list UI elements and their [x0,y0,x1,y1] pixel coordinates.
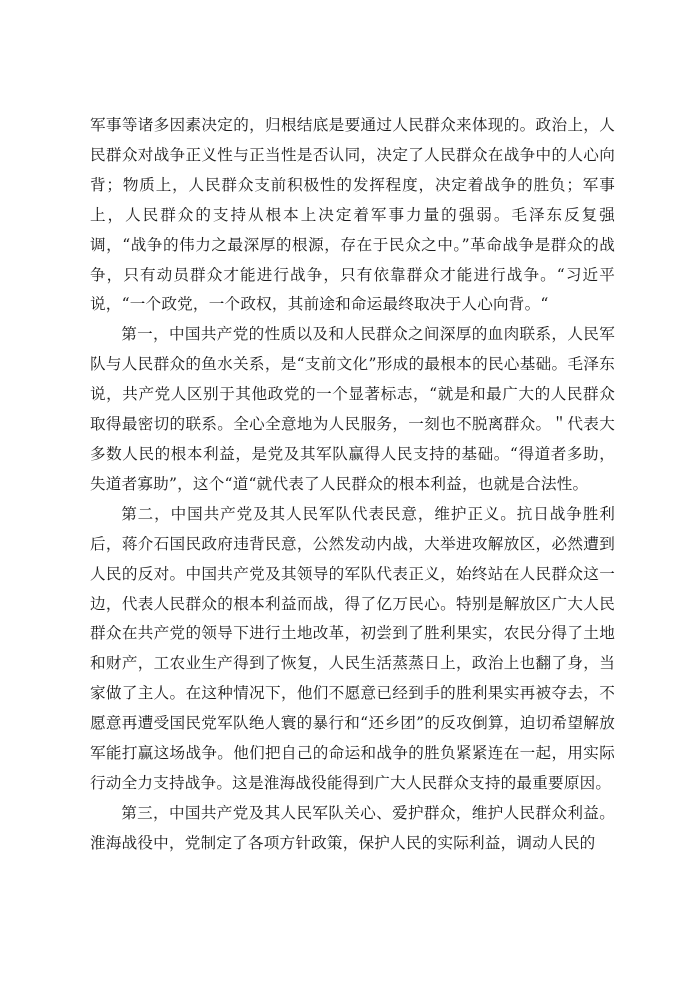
document-body [90,111,615,859]
paragraph-continued: 军事等诸多因素决定的，归根结底是要通过人民群众来体现的。政治上，人民群众对战争正义性与正当性是否认同，决定了人民群众在战争中的人心向背；物质上，人民群众支前积极性的发挥程度，决定着战争的胜负；军事上，人民群众的支持从根本上决定着军事力量的强弱。毛泽东反复强调，“战争的伟力之最深厚的根源，存在于民众之中。”革命战争是群众的战争，只有动员群众才能进行战争，只有依靠群众才能进行战争。“习近平说，“一个政党，一个政权，其前途和命运最终取决于人心向背。“ [90,116,615,314]
paragraph-third-point: 第三，中国共产党及其人民军队关心、爱护群众，维护人民群众利益。淮海战役中，党制定了各项方针政策，保护人民的实际利益，调动人民的 [90,803,615,852]
paragraph-second-point: 第二，中国共产党及其人民军队代表民意，维护正义。抗日战争胜利后，蒋介石国民政府违背民意，公然发动内战，大举进攻解放区，必然遭到人民的反对。中国共产党及其领导的军队代表正义，始终站在人民群众这一边，代表人民群众的根本利益而战，得了亿万民心。特别是解放区广大人民群众在共产党的领导下进行土地改革，初尝到了胜利果实，农民分得了土地和财产，工农业生产得到了恢复，人民生活蒸蒸日上，政治上也翻了身，当家做了主人。在这种情况下，他们不愿意已经到手的胜利果实再被夺去，不愿意再遭受国民党军队绝人寰的暴行和“还乡团”的反攻倒算，迫切希望解放军能打赢这场战争。他们把自己的命运和战争的胜负紧紧连在一起，用实际行动全力支持战争。这是淮海战役能得到广大人民群众支持的最重要原因。 [90,504,615,792]
paragraph-first-point: 第一，中国共产党的性质以及和人民群众之间深厚的血肉联系，人民军队与人民群众的鱼水关系，是“支前文化”形成的最根本的民心基础。毛泽东说，共产党人区别于其他政党的一个显著标志，“就是和最广大的人民群众取得最密切的联系。全心全意地为人民服务，一刻也不脱离群众。＂代表大多数人民的根本利益，是党及其军队赢得人民支持的基础。“得道者多助，失道者寡助”，这个“道“就代表了人民群众的根本利益，也就是合法性。 [90,325,615,493]
